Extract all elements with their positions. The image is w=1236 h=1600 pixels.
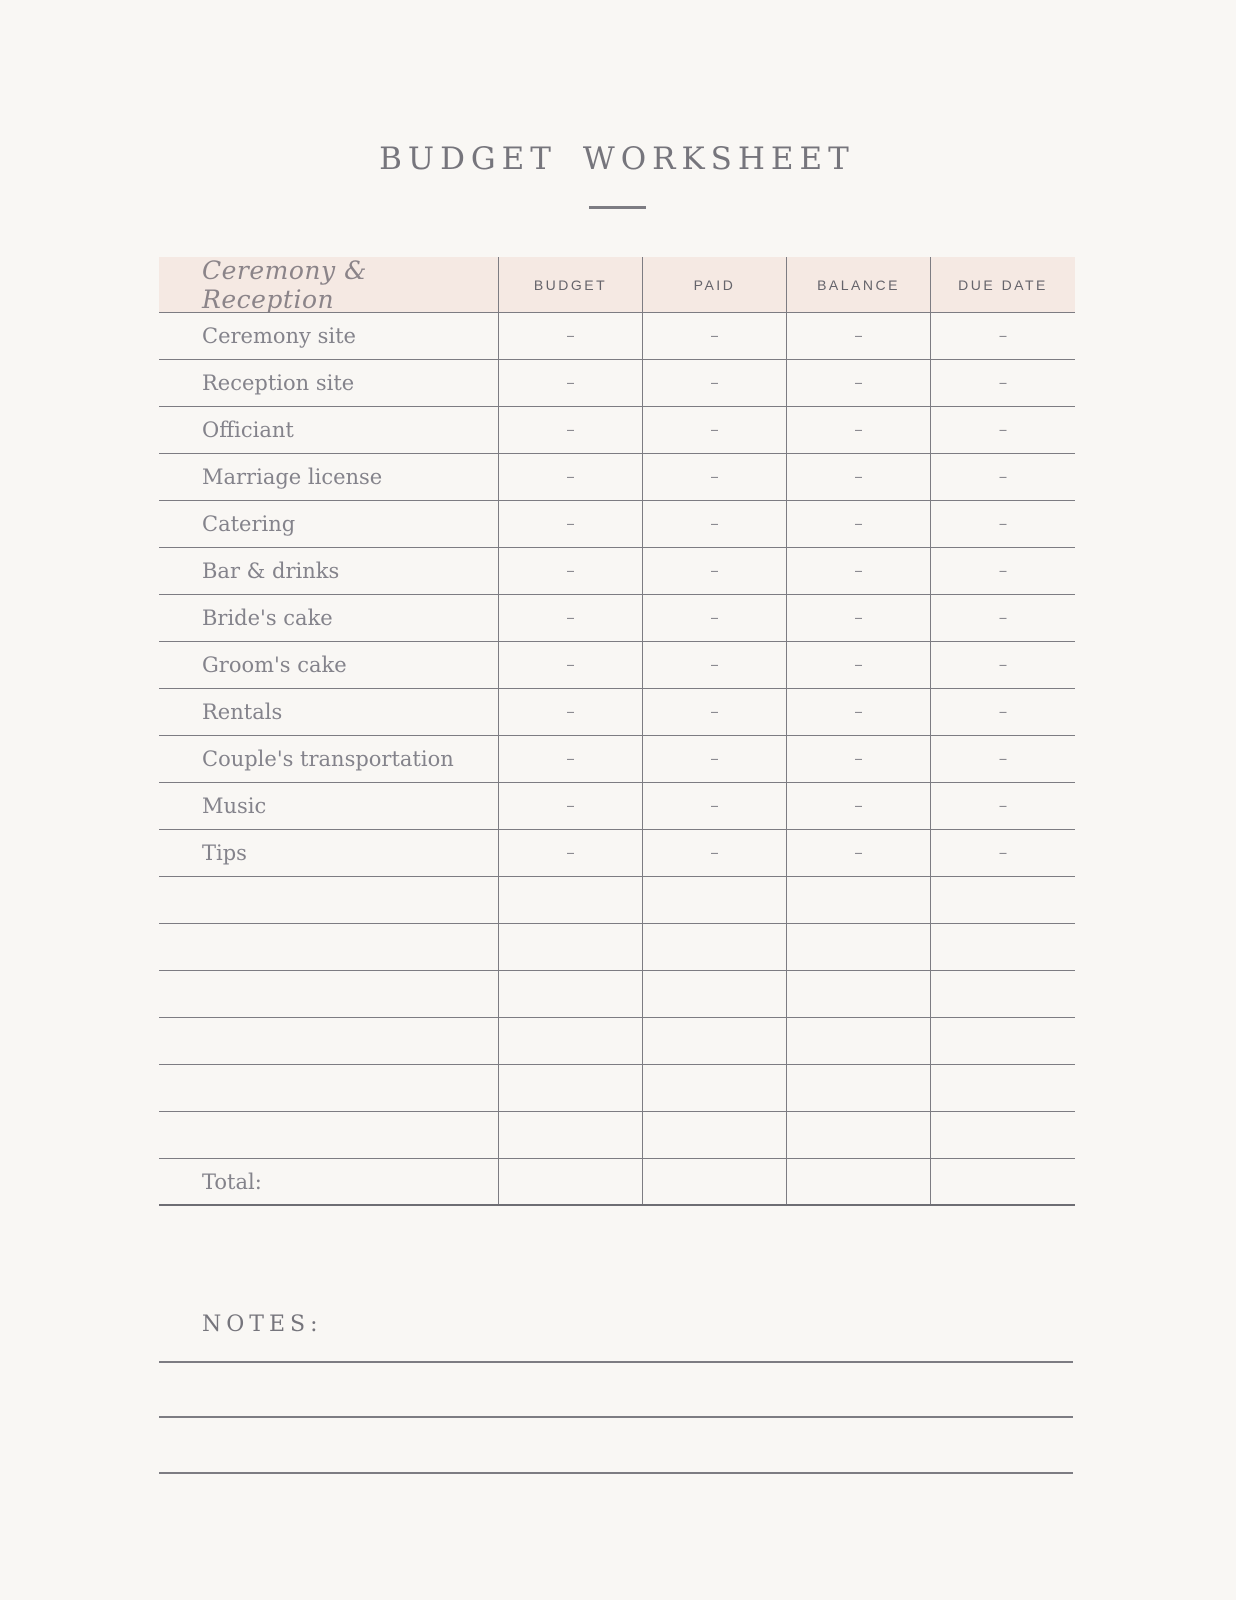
section-title: Ceremony & Reception <box>159 257 499 312</box>
paid-cell <box>643 1018 787 1064</box>
paid-cell: – <box>643 830 787 876</box>
budget-cell <box>499 924 643 970</box>
empty-table-row <box>159 1065 1075 1112</box>
row-label: Groom's cake <box>159 642 499 688</box>
notes-label: NOTES: <box>202 1312 323 1337</box>
balance-cell <box>787 924 931 970</box>
due-date-cell <box>931 877 1075 923</box>
row-label: Marriage license <box>159 454 499 500</box>
column-header-paid: PAID <box>643 257 787 312</box>
due-date-cell <box>931 971 1075 1017</box>
row-label: Ceremony site <box>159 313 499 359</box>
due-date-cell <box>931 1018 1075 1064</box>
balance-cell: – <box>787 595 931 641</box>
page-title: BUDGET WORKSHEET <box>379 141 855 177</box>
balance-cell: – <box>787 454 931 500</box>
balance-cell <box>787 971 931 1017</box>
empty-table-row <box>159 971 1075 1018</box>
budget-cell: – <box>499 642 643 688</box>
budget-cell <box>499 1065 643 1111</box>
notes-line <box>159 1361 1073 1363</box>
budget-cell: – <box>499 548 643 594</box>
due-date-cell: – <box>998 373 1008 393</box>
balance-cell <box>787 1112 931 1158</box>
balance-cell <box>787 1065 931 1111</box>
due-date-cell <box>931 1065 1075 1111</box>
due-date-cell <box>931 924 1075 970</box>
row-label: Bride's cake <box>159 595 499 641</box>
due-date-cell: – <box>998 702 1008 722</box>
paid-cell: – <box>643 454 787 500</box>
paid-cell: – <box>643 689 787 735</box>
budget-cell <box>499 971 643 1017</box>
balance-cell: – <box>787 689 931 735</box>
table-row <box>159 642 1075 689</box>
budget-cell: – <box>499 407 643 453</box>
budget-cell: – <box>499 830 643 876</box>
table-row <box>159 548 1075 595</box>
budget-cell: – <box>499 783 643 829</box>
paid-cell: – <box>643 407 787 453</box>
paid-cell: – <box>643 313 787 359</box>
balance-cell: – <box>787 360 931 406</box>
total-due-date-cell <box>931 1159 1075 1204</box>
balance-cell <box>787 877 931 923</box>
empty-table-row <box>159 924 1075 971</box>
paid-cell: – <box>643 736 787 782</box>
balance-cell: – <box>787 313 931 359</box>
paid-cell <box>643 1065 787 1111</box>
row-label: Officiant <box>159 407 499 453</box>
due-date-cell: – <box>998 467 1008 487</box>
due-date-cell: – <box>998 420 1008 440</box>
table-header-row <box>159 257 1075 313</box>
table-row <box>159 783 1075 830</box>
row-label: Bar & drinks <box>159 548 499 594</box>
balance-cell: – <box>787 783 931 829</box>
table-row <box>159 407 1075 454</box>
due-date-cell: – <box>998 561 1008 581</box>
column-header-due-date: DUE DATE <box>958 276 1048 293</box>
budget-cell: – <box>499 595 643 641</box>
due-date-cell: – <box>998 326 1008 346</box>
budget-table <box>159 257 1075 1206</box>
paid-cell: – <box>643 642 787 688</box>
total-label: Total: <box>159 1159 499 1204</box>
empty-table-row <box>159 877 1075 924</box>
table-row <box>159 360 1075 407</box>
notes-line <box>159 1472 1073 1474</box>
empty-table-row <box>159 1112 1075 1159</box>
total-budget-cell <box>499 1159 643 1204</box>
due-date-cell: – <box>998 796 1008 816</box>
paid-cell: – <box>643 783 787 829</box>
row-label <box>159 1065 499 1111</box>
row-label: Reception site <box>159 360 499 406</box>
budget-cell: – <box>499 360 643 406</box>
paid-cell <box>643 877 787 923</box>
table-row <box>159 689 1075 736</box>
paid-cell: – <box>643 501 787 547</box>
row-label <box>159 877 499 923</box>
paid-cell <box>643 924 787 970</box>
title-block <box>159 138 1075 209</box>
row-label: Music <box>159 783 499 829</box>
budget-cell <box>499 1018 643 1064</box>
budget-cell: – <box>499 501 643 547</box>
balance-cell: – <box>787 548 931 594</box>
paid-cell: – <box>643 595 787 641</box>
row-label: Rentals <box>159 689 499 735</box>
due-date-cell: – <box>998 843 1008 863</box>
balance-cell: – <box>787 407 931 453</box>
table-row <box>159 736 1075 783</box>
paid-cell: – <box>643 360 787 406</box>
empty-table-row <box>159 1018 1075 1065</box>
notes-line <box>159 1416 1073 1418</box>
paid-cell <box>643 1112 787 1158</box>
column-header-budget: BUDGET <box>499 257 643 312</box>
row-label <box>159 1018 499 1064</box>
table-row <box>159 501 1075 548</box>
table-row <box>159 313 1075 360</box>
due-date-cell: – <box>998 608 1008 628</box>
due-date-cell: – <box>998 514 1008 534</box>
budget-cell <box>499 1112 643 1158</box>
row-label: Tips <box>159 830 499 876</box>
table-row <box>159 595 1075 642</box>
budget-cell: – <box>499 736 643 782</box>
budget-cell: – <box>499 454 643 500</box>
due-date-cell <box>931 1112 1075 1158</box>
row-label <box>159 971 499 1017</box>
budget-cell <box>499 877 643 923</box>
balance-cell: – <box>787 501 931 547</box>
budget-cell: – <box>499 689 643 735</box>
row-label: Couple's transportation <box>159 736 499 782</box>
table-row <box>159 830 1075 877</box>
row-label <box>159 924 499 970</box>
budget-cell: – <box>499 313 643 359</box>
balance-cell: – <box>787 736 931 782</box>
row-label <box>159 1112 499 1158</box>
paid-cell <box>643 971 787 1017</box>
column-header-balance: BALANCE <box>787 257 931 312</box>
total-row <box>159 1159 1075 1206</box>
due-date-cell: – <box>998 655 1008 675</box>
balance-cell <box>787 1018 931 1064</box>
table-row <box>159 454 1075 501</box>
due-date-cell: – <box>998 749 1008 769</box>
paid-cell: – <box>643 548 787 594</box>
title-divider <box>589 206 646 209</box>
total-paid-cell <box>643 1159 787 1204</box>
balance-cell: – <box>787 642 931 688</box>
total-balance-cell <box>787 1159 931 1204</box>
row-label: Catering <box>159 501 499 547</box>
balance-cell: – <box>787 830 931 876</box>
